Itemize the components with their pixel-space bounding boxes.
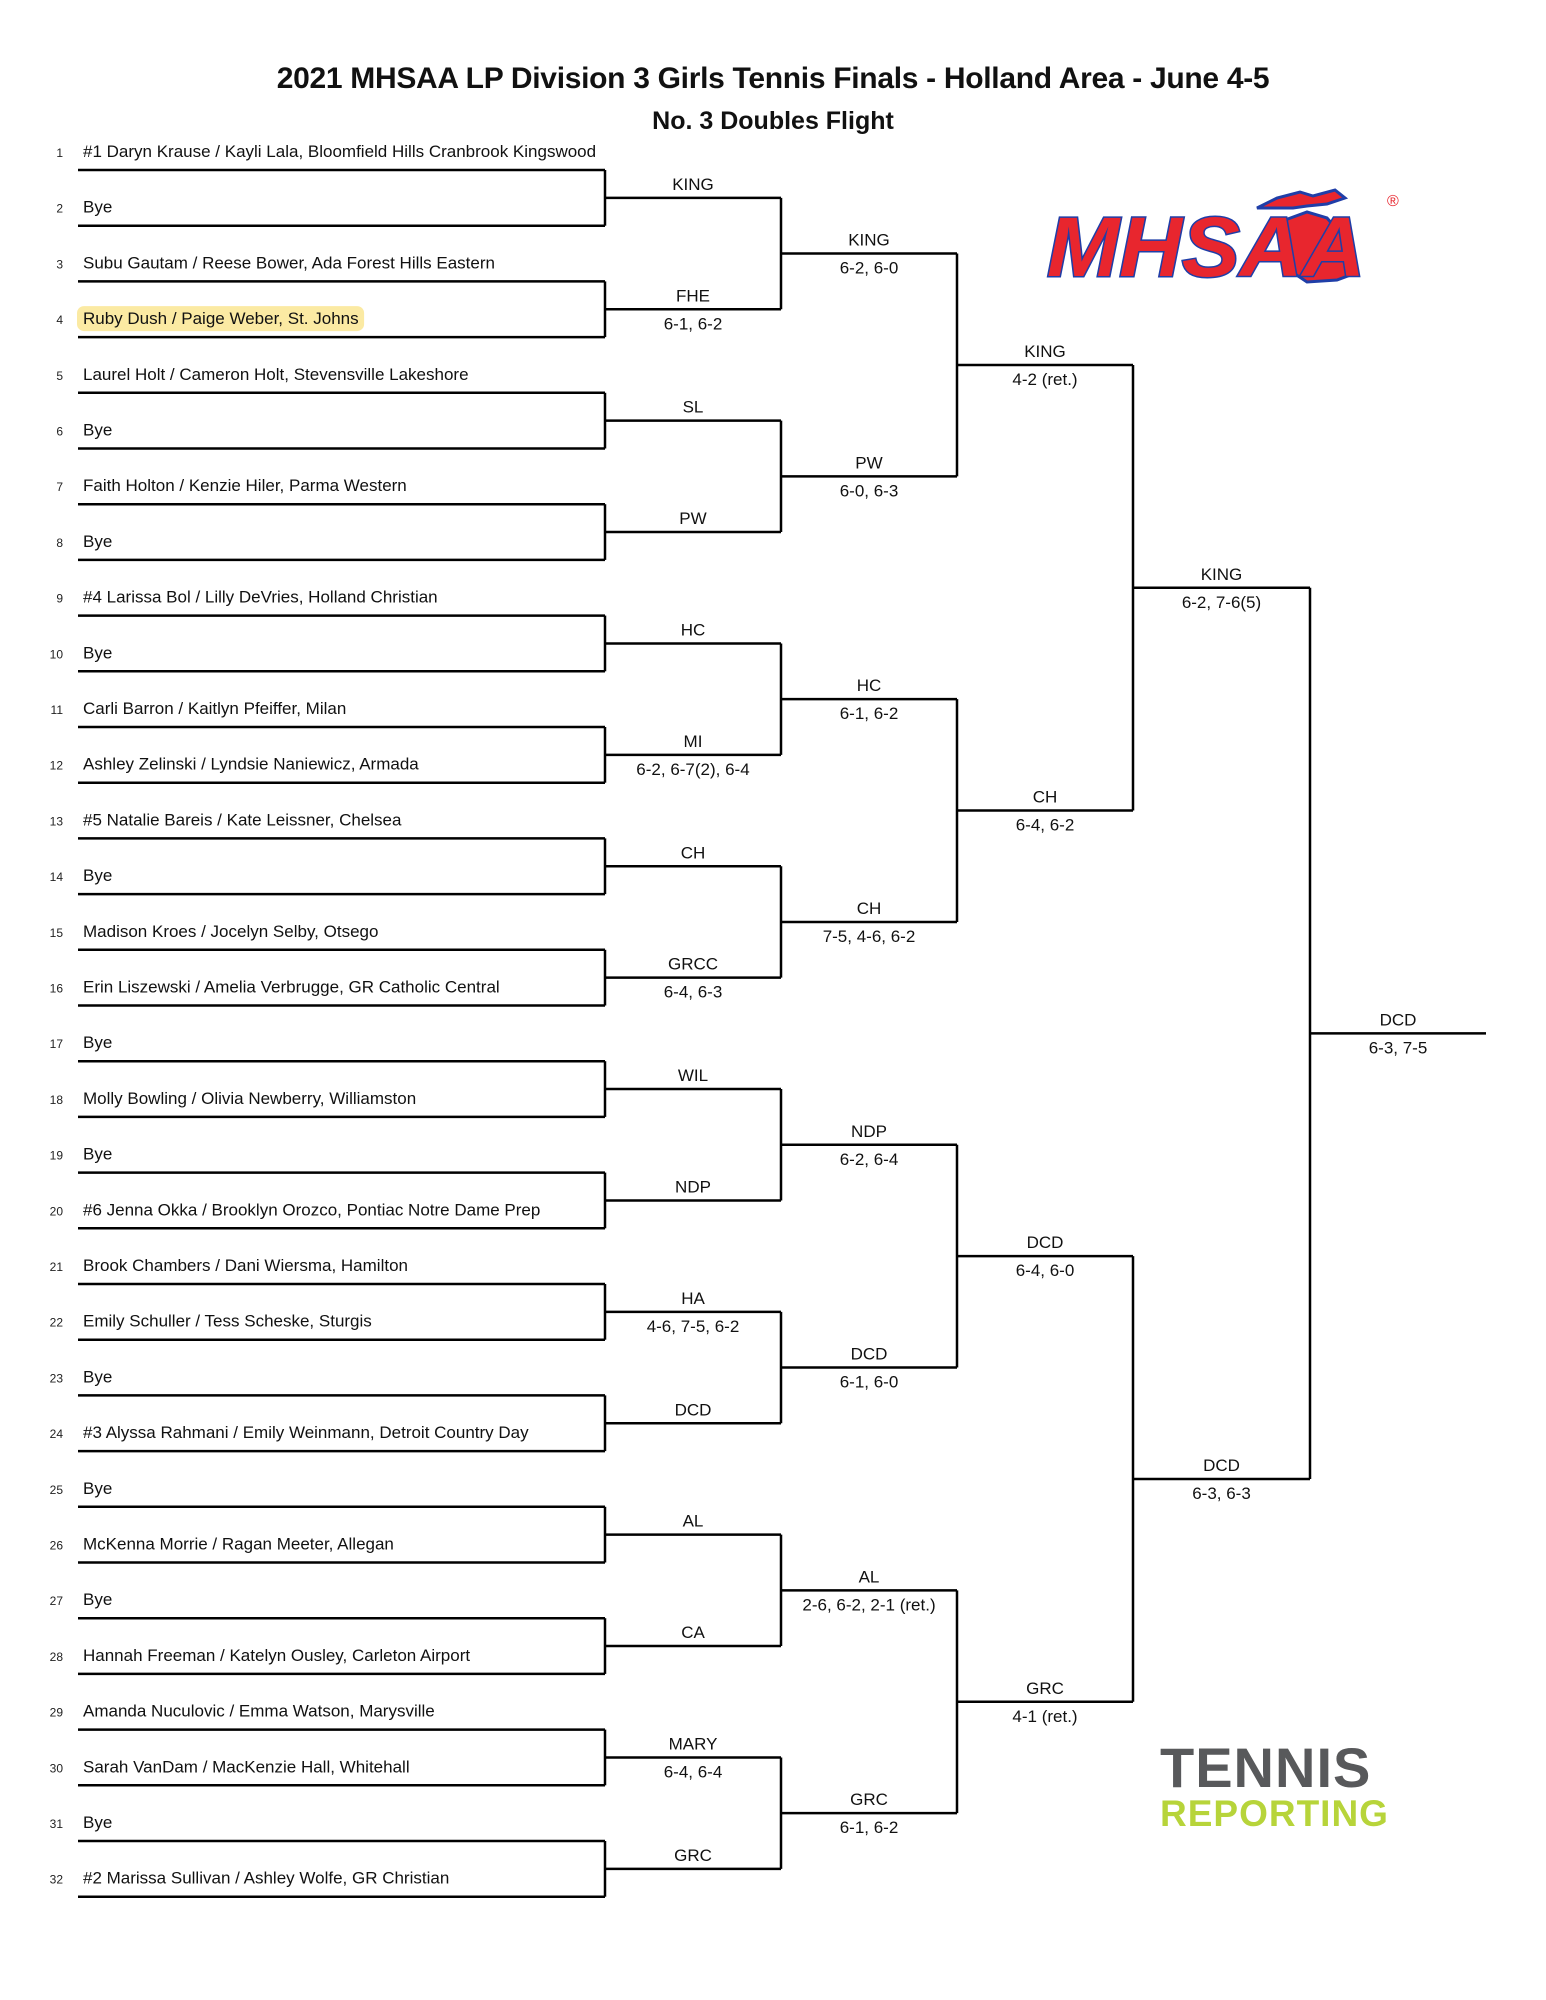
entry-seed: 3 bbox=[56, 257, 63, 272]
match-score: 6-4, 6-4 bbox=[663, 1762, 723, 1782]
page-title: 2021 MHSAA LP Division 3 Girls Tennis Finals - Holland Area - June 4-5 bbox=[276, 62, 1270, 95]
match-winner: DCD bbox=[1203, 1455, 1240, 1475]
entry-name: Subu Gautam / Reese Bower, Ada Forest Hills Eastern bbox=[83, 253, 495, 273]
entry-seed: 7 bbox=[56, 480, 63, 495]
entry-seed: 4 bbox=[56, 313, 63, 328]
entry-seed: 15 bbox=[49, 925, 63, 940]
entry-name: Laurel Holt / Cameron Holt, Stevensville Lakeshore bbox=[83, 364, 469, 384]
match-winner: CH bbox=[856, 898, 882, 918]
entry-seed: 12 bbox=[49, 758, 63, 773]
match-score: 6-0, 6-3 bbox=[839, 481, 899, 501]
entry-seed: 10 bbox=[49, 647, 63, 662]
entry-name: Madison Kroes / Jocelyn Selby, Otsego bbox=[83, 921, 379, 941]
entry-seed: 32 bbox=[49, 1872, 63, 1887]
match-score: 2-6, 6-2, 2-1 (ret.) bbox=[802, 1595, 936, 1615]
entry-seed: 26 bbox=[49, 1538, 63, 1553]
match-winner: KING bbox=[1200, 564, 1243, 584]
entry-seed: 13 bbox=[49, 814, 63, 829]
entry-name: #2 Marissa Sullivan / Ashley Wolfe, GR Christian bbox=[83, 1868, 450, 1888]
entry-name: Bye bbox=[83, 643, 113, 663]
entry-seed: 9 bbox=[56, 591, 63, 606]
entry-name: Bye bbox=[83, 1033, 113, 1053]
entry-name: Bye bbox=[83, 866, 113, 886]
match-score: 6-4, 6-3 bbox=[663, 982, 723, 1002]
match-winner: PW bbox=[855, 453, 883, 473]
mhsaa-logo bbox=[1045, 178, 1405, 288]
match-winner: AL bbox=[682, 1511, 704, 1531]
match-winner: DCD bbox=[674, 1400, 712, 1420]
entry-name: Bye bbox=[83, 531, 113, 551]
match-winner: MI bbox=[683, 731, 703, 751]
match-winner: DCD bbox=[850, 1344, 888, 1364]
match-score: 6-1, 6-0 bbox=[839, 1372, 899, 1392]
match-score: 6-3, 6-3 bbox=[1192, 1483, 1251, 1503]
match-score: 6-4, 6-2 bbox=[1015, 815, 1075, 835]
entry-name: Bye bbox=[83, 1367, 113, 1387]
tennis-reporting-logo bbox=[1160, 1736, 1420, 1840]
match-score: 6-1, 6-2 bbox=[839, 704, 899, 724]
entry-seed: 28 bbox=[49, 1649, 63, 1664]
match-score: 6-2, 6-7(2), 6-4 bbox=[636, 759, 750, 779]
logo-line-2: REPORTING bbox=[1160, 1793, 1389, 1834]
entry-seed: 2 bbox=[56, 201, 63, 216]
entry-name: #3 Alyssa Rahmani / Emily Weinmann, Detroit Country Day bbox=[83, 1423, 529, 1443]
entry-seed: 22 bbox=[49, 1315, 63, 1330]
match-winner: KING bbox=[848, 230, 890, 250]
entry-seed: 27 bbox=[49, 1594, 63, 1609]
match-winner: KING bbox=[672, 174, 714, 194]
match-winner: HA bbox=[681, 1288, 705, 1308]
match-winner: KING bbox=[1024, 341, 1066, 361]
entry-name: Erin Liszewski / Amelia Verbrugge, GR Catholic Central bbox=[83, 977, 500, 997]
entry-seed: 18 bbox=[49, 1092, 63, 1107]
entry-seed: 30 bbox=[49, 1761, 63, 1776]
match-winner: CA bbox=[681, 1623, 705, 1643]
match-winner: AL bbox=[858, 1567, 880, 1587]
entry-seed: 19 bbox=[49, 1148, 63, 1163]
match-score: 6-4, 6-0 bbox=[1015, 1261, 1075, 1281]
entry-name: Ruby Dush / Paige Weber, St. Johns bbox=[83, 309, 359, 329]
entry-seed: 21 bbox=[49, 1260, 63, 1274]
entry-name: Bye bbox=[83, 1144, 113, 1164]
match-winner: DCD bbox=[1379, 1010, 1417, 1030]
entry-name: #6 Jenna Okka / Brooklyn Orozco, Pontiac Notre Dame Prep bbox=[83, 1200, 541, 1220]
entry-name: Bye bbox=[83, 1590, 113, 1610]
entry-name: #5 Natalie Bareis / Kate Leissner, Chelsea bbox=[83, 810, 402, 830]
match-score: 6-2, 6-0 bbox=[839, 258, 899, 278]
entry-name: Amanda Nuculovic / Emma Watson, Marysville bbox=[83, 1701, 435, 1721]
entry-seed: 31 bbox=[49, 1817, 63, 1831]
logo-line-1: TENNIS bbox=[1160, 1736, 1372, 1799]
entry-seed: 25 bbox=[49, 1482, 63, 1497]
match-winner: HC bbox=[856, 676, 882, 696]
entry-name: McKenna Morrie / Ragan Meeter, Allegan bbox=[83, 1534, 394, 1554]
entry-seed: 6 bbox=[56, 424, 63, 439]
match-winner: DCD bbox=[1026, 1233, 1064, 1253]
entry-name: Bye bbox=[83, 1813, 113, 1832]
entry-name: #1 Daryn Krause / Kayli Lala, Bloomfield Hills Cranbrook Kingswood bbox=[83, 142, 597, 161]
registered-mark: ® bbox=[1387, 193, 1399, 210]
match-score: 4-1 (ret.) bbox=[1012, 1706, 1078, 1726]
match-score: 6-2, 6-4 bbox=[839, 1149, 899, 1169]
match-winner: FHE bbox=[676, 286, 710, 306]
entry-name: Hannah Freeman / Katelyn Ousley, Carleton Airport bbox=[83, 1645, 471, 1665]
entry-seed: 5 bbox=[56, 368, 63, 383]
entry-seed: 14 bbox=[49, 870, 63, 885]
match-winner: MARY bbox=[668, 1734, 718, 1754]
match-winner: PW bbox=[679, 509, 707, 529]
entry-name: #4 Larissa Bol / Lilly DeVries, Holland Christian bbox=[83, 587, 438, 607]
entry-name: Bye bbox=[83, 197, 113, 217]
match-score: 6-3, 7-5 bbox=[1368, 1038, 1428, 1058]
match-score: 7-5, 4-6, 6-2 bbox=[822, 926, 916, 946]
entry-name: Brook Chambers / Dani Wiersma, Hamilton bbox=[83, 1256, 408, 1275]
entry-name: Faith Holton / Kenzie Hiler, Parma Western bbox=[83, 476, 407, 496]
match-score: 4-2 (ret.) bbox=[1012, 369, 1078, 389]
entry-name: Ashley Zelinski / Lyndsie Naniewicz, Armada bbox=[83, 754, 419, 774]
entry-seed: 8 bbox=[56, 535, 63, 550]
entry-name: Molly Bowling / Olivia Newberry, Williamston bbox=[83, 1088, 417, 1108]
match-winner: HC bbox=[680, 620, 706, 640]
page-subtitle: No. 3 Doubles Flight bbox=[652, 107, 894, 135]
entry-seed: 29 bbox=[49, 1705, 63, 1720]
match-winner: WIL bbox=[677, 1066, 709, 1086]
match-winner: GRC bbox=[1026, 1678, 1064, 1698]
entry-seed: 11 bbox=[50, 703, 63, 717]
entry-seed: 23 bbox=[49, 1371, 63, 1386]
match-score: 6-1, 6-2 bbox=[663, 314, 723, 334]
match-winner: CH bbox=[1032, 787, 1058, 807]
entry-name: Sarah VanDam / MacKenzie Hall, Whitehall bbox=[83, 1757, 410, 1777]
match-winner: NDP bbox=[675, 1177, 711, 1197]
match-winner: GRCC bbox=[667, 954, 719, 974]
match-score: 4-6, 7-5, 6-2 bbox=[646, 1316, 740, 1336]
match-winner: CH bbox=[680, 843, 706, 863]
entry-name: Bye bbox=[83, 1478, 113, 1498]
match-score: 6-1, 6-2 bbox=[839, 1818, 899, 1838]
entry-seed: 1 bbox=[56, 146, 63, 160]
entry-name: Emily Schuller / Tess Scheske, Sturgis bbox=[83, 1311, 372, 1331]
match-winner: GRC bbox=[850, 1790, 888, 1810]
match-winner: SL bbox=[682, 397, 704, 417]
entry-seed: 24 bbox=[49, 1427, 63, 1442]
match-winner: GRC bbox=[674, 1845, 712, 1865]
match-winner: NDP bbox=[851, 1121, 887, 1141]
entry-name: Carli Barron / Kaitlyn Pfeiffer, Milan bbox=[83, 699, 347, 718]
mhsaa-wordmark: MHSAA bbox=[1047, 200, 1365, 288]
match-score: 6-2, 7-6(5) bbox=[1181, 592, 1262, 612]
entry-seed: 16 bbox=[49, 981, 63, 996]
entry-name: Bye bbox=[83, 420, 113, 440]
entry-seed: 17 bbox=[49, 1037, 63, 1052]
entry-seed: 20 bbox=[49, 1204, 63, 1219]
